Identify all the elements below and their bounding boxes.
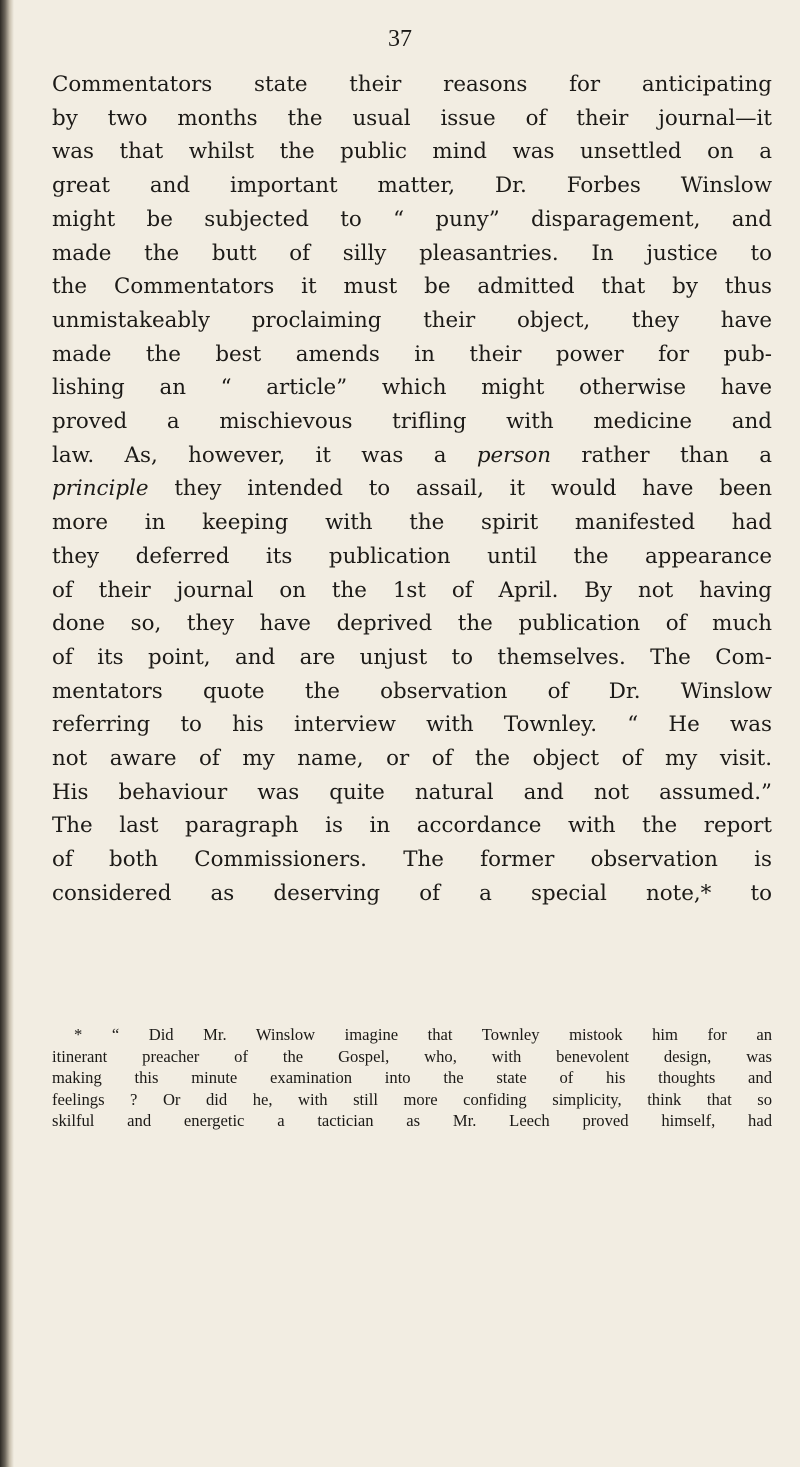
text-line: [52, 439, 772, 473]
italic-word: person: [476, 442, 552, 468]
footnote-line: itinerant preacher of the Gospel, who, with benevolent design, was: [52, 1046, 772, 1066]
text-line: lishing an “ article” which might otherwise have: [52, 375, 772, 401]
text-line: The last paragraph is in accordance with the report: [52, 813, 772, 839]
body-text: [52, 68, 772, 911]
page-number: 37: [388, 26, 412, 52]
line-suffix: rather than a: [551, 442, 772, 468]
text-line: of both Commissioners. The former observation is: [52, 847, 772, 873]
text-line: by two months the usual issue of their journal—it: [52, 105, 772, 131]
text-line: done so, they have deprived the publication of much: [52, 611, 772, 637]
text-line: referring to his interview with Townley. “ He was: [52, 712, 772, 738]
footnote-line: feelings ? Or did he, with still more confiding simplicity, think that so: [52, 1089, 772, 1109]
footnote-line: * “ Did Mr. Winslow imagine that Townley mistook him for an: [74, 1025, 772, 1044]
text-line: made the butt of silly pleasantries. In justice to: [52, 240, 772, 266]
text-line: the Commentators it must be admitted that by thus: [52, 274, 772, 300]
line-suffix: they intended to assail, it would have been: [148, 476, 772, 502]
text-line: was that whilst the public mind was unsettled on a: [52, 139, 772, 165]
text-line: great and important matter, Dr. Forbes Winslow: [52, 173, 772, 199]
footnote: [52, 1024, 772, 1132]
text-line: they deferred its publication until the appearance: [52, 543, 772, 569]
text-line: unmistakeably proclaiming their object, they have: [52, 307, 772, 333]
text-line: His behaviour was quite natural and not assumed.”: [52, 779, 772, 805]
footnote-line: skilful and energetic a tactician as Mr. Leech proved himself, had: [52, 1111, 772, 1130]
italic-word: principle: [52, 476, 149, 502]
text-line: not aware of my name, or of the object of my visit.: [52, 746, 772, 772]
text-line: mentators quote the observation of Dr. Winslow: [52, 678, 772, 704]
page-binding-edge: [0, 0, 14, 1467]
text-line: considered as deserving of a special note,* to: [52, 880, 772, 906]
text-line: of their journal on the 1st of April. By not having: [52, 577, 772, 603]
text-line: Commentators state their reasons for anticipating: [52, 72, 772, 97]
text-line: [52, 472, 772, 506]
text-line: more in keeping with the spirit manifested had: [52, 510, 772, 536]
text-line: of its point, and are unjust to themselves. The Com-: [52, 644, 772, 670]
text-line: might be subjected to “ puny” disparagement, and: [52, 206, 772, 232]
line-prefix: law. As, however, it was a: [52, 442, 477, 468]
text-line: made the best amends in their power for pub-: [52, 341, 772, 367]
text-line: proved a mischievous trifling with medicine and: [52, 409, 772, 435]
footnote-line: making this minute examination into the state of his thoughts and: [52, 1068, 772, 1087]
